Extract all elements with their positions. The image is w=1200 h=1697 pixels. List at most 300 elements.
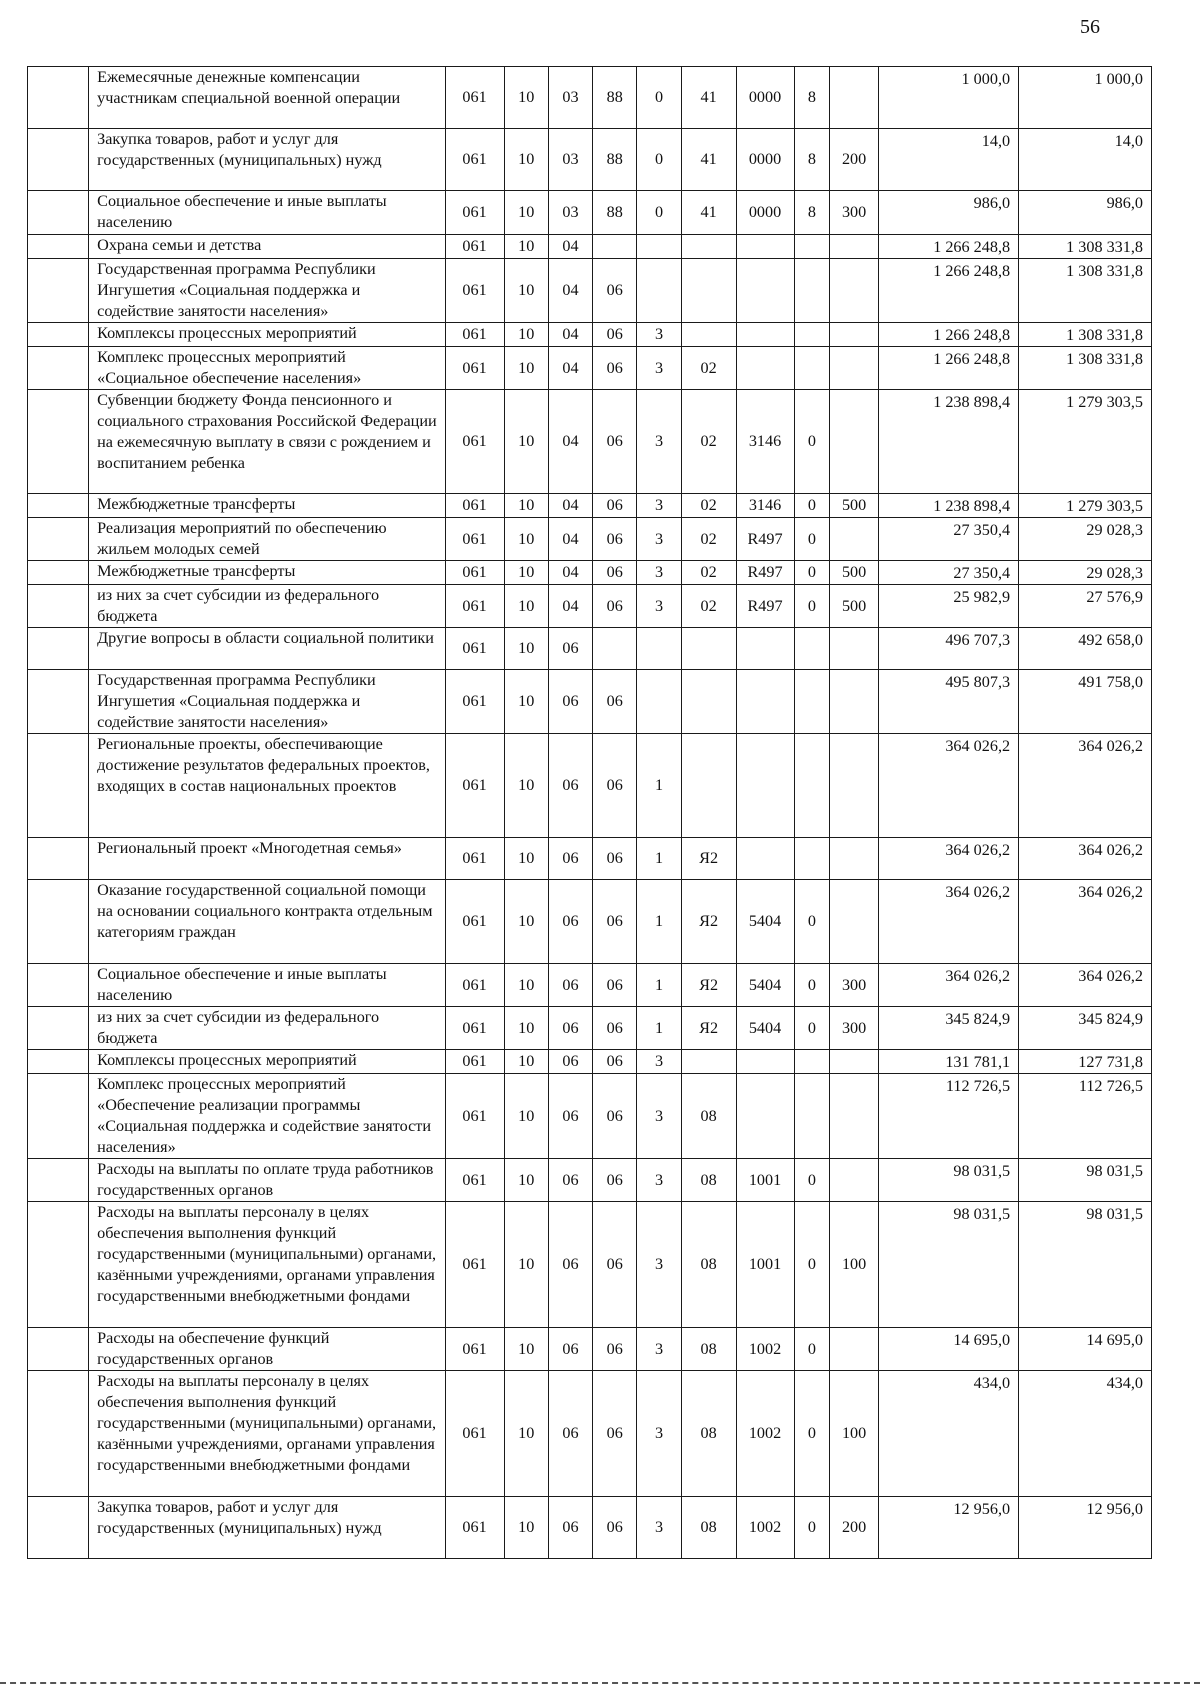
admin-code: 061: [445, 494, 504, 518]
page-number: 56: [1080, 16, 1100, 38]
section-code: 10: [504, 191, 548, 235]
direction-code: [736, 838, 794, 880]
section-code: 10: [504, 518, 548, 561]
subprogram-code: 1: [637, 734, 681, 838]
amount-year-1: 986,0: [878, 191, 1018, 235]
subsection-code: 06: [548, 1328, 592, 1371]
program-code: 06: [593, 1371, 637, 1497]
expense-type-code: [830, 259, 879, 323]
amount-year-2: 1 308 331,8: [1019, 259, 1152, 323]
amount-year-2: 1 308 331,8: [1019, 323, 1152, 347]
amount-year-2: 1 308 331,8: [1019, 235, 1152, 259]
subprogram-code: 3: [637, 1050, 681, 1074]
table-row: [28, 259, 1152, 323]
subsection-code: 03: [548, 129, 592, 191]
table-row: [28, 235, 1152, 259]
blank-cell: [28, 1497, 89, 1559]
subsection-code: 06: [548, 1159, 592, 1202]
direction-suffix-code: 0: [794, 1007, 830, 1050]
expense-type-code: [830, 323, 879, 347]
expense-type-code: [830, 235, 879, 259]
direction-suffix-code: [794, 1074, 830, 1159]
row-description: Социальное обеспечение и иные выплаты населению: [89, 191, 445, 235]
direction-code: 0000: [736, 191, 794, 235]
admin-code: 061: [445, 518, 504, 561]
direction-code: 0000: [736, 129, 794, 191]
row-description: Расходы на обеспечение функций государственных органов: [89, 1328, 445, 1371]
row-description: Социальное обеспечение и иные выплаты населению: [89, 964, 445, 1007]
section-code: 10: [504, 964, 548, 1007]
program-code: 06: [593, 518, 637, 561]
program-code: 06: [593, 1202, 637, 1328]
section-code: 10: [504, 235, 548, 259]
event-code: 08: [681, 1202, 736, 1328]
expense-type-code: 500: [830, 561, 879, 585]
amount-year-2: 98 031,5: [1019, 1202, 1152, 1328]
expense-type-code: [830, 347, 879, 390]
row-description: Расходы на выплаты персоналу в целях обеспечения выполнения функций государственными (муниципальными) органами, казёнными учреждениями, органами управления государственными внебюджетными фондами: [89, 1371, 445, 1497]
direction-code: 0000: [736, 67, 794, 129]
row-description: Государственная программа Республики Ингушетия «Социальная поддержка и содействие занятости населения»: [89, 670, 445, 734]
subprogram-code: [637, 670, 681, 734]
section-code: 10: [504, 1202, 548, 1328]
direction-code: 1001: [736, 1159, 794, 1202]
subsection-code: 04: [548, 561, 592, 585]
row-description: Закупка товаров, работ и услуг для государственных (муниципальных) нужд: [89, 1497, 445, 1559]
blank-cell: [28, 734, 89, 838]
amount-year-1: 112 726,5: [878, 1074, 1018, 1159]
amount-year-2: 434,0: [1019, 1371, 1152, 1497]
admin-code: 061: [445, 129, 504, 191]
admin-code: 061: [445, 235, 504, 259]
blank-cell: [28, 670, 89, 734]
table-row: [28, 191, 1152, 235]
event-code: 08: [681, 1328, 736, 1371]
event-code: 02: [681, 585, 736, 628]
table-row: [28, 1328, 1152, 1371]
amount-year-2: 29 028,3: [1019, 518, 1152, 561]
row-description: Комплексы процессных мероприятий: [89, 1050, 445, 1074]
subsection-code: 06: [548, 964, 592, 1007]
budget-table: [27, 66, 1152, 1559]
section-code: 10: [504, 1074, 548, 1159]
subprogram-code: 3: [637, 585, 681, 628]
direction-suffix-code: 0: [794, 561, 830, 585]
subsection-code: 06: [548, 880, 592, 964]
program-code: 06: [593, 1074, 637, 1159]
amount-year-2: 14,0: [1019, 129, 1152, 191]
subsection-code: 03: [548, 191, 592, 235]
subsection-code: 06: [548, 734, 592, 838]
section-code: 10: [504, 129, 548, 191]
row-description: Расходы на выплаты персоналу в целях обеспечения выполнения функций государственными (муниципальными) органами, казёнными учреждениями, органами управления государственными внебюджетными фондами: [89, 1202, 445, 1328]
expense-type-code: [830, 1159, 879, 1202]
subprogram-code: [637, 628, 681, 670]
section-code: 10: [504, 734, 548, 838]
program-code: 88: [593, 191, 637, 235]
blank-cell: [28, 1007, 89, 1050]
subprogram-code: 3: [637, 1074, 681, 1159]
table-row: [28, 323, 1152, 347]
subsection-code: 06: [548, 1074, 592, 1159]
program-code: 06: [593, 670, 637, 734]
section-code: 10: [504, 880, 548, 964]
event-code: 02: [681, 494, 736, 518]
subsection-code: 04: [548, 323, 592, 347]
direction-code: [736, 259, 794, 323]
table-row: [28, 880, 1152, 964]
program-code: 06: [593, 880, 637, 964]
event-code: 41: [681, 191, 736, 235]
expense-type-code: 200: [830, 129, 879, 191]
amount-year-1: 496 707,3: [878, 628, 1018, 670]
expense-type-code: [830, 1328, 879, 1371]
subprogram-code: 0: [637, 129, 681, 191]
expense-type-code: [830, 838, 879, 880]
admin-code: 061: [445, 191, 504, 235]
amount-year-2: 98 031,5: [1019, 1159, 1152, 1202]
subprogram-code: 3: [637, 1159, 681, 1202]
amount-year-1: 1 266 248,8: [878, 235, 1018, 259]
direction-code: R497: [736, 518, 794, 561]
admin-code: 061: [445, 390, 504, 494]
subsection-code: 06: [548, 628, 592, 670]
table-row: [28, 494, 1152, 518]
amount-year-1: 345 824,9: [878, 1007, 1018, 1050]
subprogram-code: 3: [637, 518, 681, 561]
event-code: Я2: [681, 838, 736, 880]
direction-code: R497: [736, 561, 794, 585]
direction-suffix-code: 0: [794, 585, 830, 628]
admin-code: 061: [445, 838, 504, 880]
program-code: 06: [593, 734, 637, 838]
amount-year-1: 495 807,3: [878, 670, 1018, 734]
admin-code: 061: [445, 323, 504, 347]
event-code: 41: [681, 129, 736, 191]
section-code: 10: [504, 390, 548, 494]
admin-code: 061: [445, 1497, 504, 1559]
expense-type-code: [830, 1050, 879, 1074]
amount-year-1: 364 026,2: [878, 734, 1018, 838]
admin-code: 061: [445, 585, 504, 628]
event-code: 02: [681, 390, 736, 494]
row-description: из них за счет субсидии из федерального бюджета: [89, 1007, 445, 1050]
event-code: Я2: [681, 880, 736, 964]
direction-code: 3146: [736, 494, 794, 518]
table-row: [28, 628, 1152, 670]
subsection-code: 04: [548, 235, 592, 259]
direction-suffix-code: 0: [794, 880, 830, 964]
admin-code: 061: [445, 964, 504, 1007]
event-code: [681, 1050, 736, 1074]
subprogram-code: 3: [637, 1328, 681, 1371]
blank-cell: [28, 585, 89, 628]
expense-type-code: [830, 67, 879, 129]
table-row: [28, 129, 1152, 191]
admin-code: 061: [445, 1050, 504, 1074]
admin-code: 061: [445, 67, 504, 129]
subprogram-code: [637, 259, 681, 323]
subsection-code: 04: [548, 494, 592, 518]
amount-year-1: 14,0: [878, 129, 1018, 191]
expense-type-code: [830, 518, 879, 561]
direction-suffix-code: [794, 235, 830, 259]
program-code: 06: [593, 347, 637, 390]
subsection-code: 04: [548, 518, 592, 561]
direction-suffix-code: 0: [794, 1371, 830, 1497]
section-code: 10: [504, 347, 548, 390]
direction-code: [736, 734, 794, 838]
amount-year-1: 364 026,2: [878, 880, 1018, 964]
program-code: 06: [593, 323, 637, 347]
subprogram-code: 3: [637, 347, 681, 390]
section-code: 10: [504, 1371, 548, 1497]
subprogram-code: 3: [637, 1371, 681, 1497]
program-code: 06: [593, 964, 637, 1007]
direction-suffix-code: 0: [794, 1202, 830, 1328]
event-code: [681, 323, 736, 347]
expense-type-code: [830, 880, 879, 964]
event-code: 08: [681, 1074, 736, 1159]
section-code: 10: [504, 561, 548, 585]
row-description: из них за счет субсидии из федерального бюджета: [89, 585, 445, 628]
expense-type-code: [830, 670, 879, 734]
event-code: [681, 628, 736, 670]
section-code: 10: [504, 1497, 548, 1559]
admin-code: 061: [445, 1159, 504, 1202]
direction-code: [736, 347, 794, 390]
amount-year-1: 434,0: [878, 1371, 1018, 1497]
section-code: 10: [504, 1007, 548, 1050]
subprogram-code: 3: [637, 561, 681, 585]
admin-code: 061: [445, 561, 504, 585]
expense-type-code: [830, 628, 879, 670]
blank-cell: [28, 1328, 89, 1371]
expense-type-code: 500: [830, 585, 879, 628]
event-code: [681, 734, 736, 838]
blank-cell: [28, 390, 89, 494]
subsection-code: 04: [548, 585, 592, 628]
amount-year-2: 27 576,9: [1019, 585, 1152, 628]
amount-year-2: 364 026,2: [1019, 734, 1152, 838]
event-code: 41: [681, 67, 736, 129]
event-code: 08: [681, 1497, 736, 1559]
section-code: 10: [504, 670, 548, 734]
event-code: 08: [681, 1159, 736, 1202]
blank-cell: [28, 838, 89, 880]
blank-cell: [28, 347, 89, 390]
blank-cell: [28, 259, 89, 323]
amount-year-1: 12 956,0: [878, 1497, 1018, 1559]
direction-suffix-code: [794, 323, 830, 347]
amount-year-2: 127 731,8: [1019, 1050, 1152, 1074]
program-code: 06: [593, 585, 637, 628]
direction-code: R497: [736, 585, 794, 628]
admin-code: 061: [445, 670, 504, 734]
subprogram-code: 3: [637, 1202, 681, 1328]
subprogram-code: 3: [637, 494, 681, 518]
table-row: [28, 390, 1152, 494]
amount-year-1: 364 026,2: [878, 964, 1018, 1007]
row-description: Комплексы процессных мероприятий: [89, 323, 445, 347]
direction-suffix-code: 8: [794, 67, 830, 129]
subsection-code: 04: [548, 390, 592, 494]
program-code: 06: [593, 1050, 637, 1074]
event-code: [681, 670, 736, 734]
direction-suffix-code: 0: [794, 390, 830, 494]
table-row: [28, 1074, 1152, 1159]
table-row: [28, 585, 1152, 628]
subsection-code: 06: [548, 1050, 592, 1074]
amount-year-2: 364 026,2: [1019, 880, 1152, 964]
event-code: 02: [681, 347, 736, 390]
subprogram-code: [637, 235, 681, 259]
blank-cell: [28, 1159, 89, 1202]
direction-suffix-code: [794, 628, 830, 670]
expense-type-code: [830, 1074, 879, 1159]
event-code: [681, 259, 736, 323]
direction-suffix-code: [794, 838, 830, 880]
section-code: 10: [504, 1159, 548, 1202]
amount-year-2: 1 279 303,5: [1019, 390, 1152, 494]
amount-year-2: 345 824,9: [1019, 1007, 1152, 1050]
subprogram-code: 1: [637, 880, 681, 964]
footer-divider: [0, 1682, 1200, 1684]
direction-suffix-code: 8: [794, 129, 830, 191]
program-code: [593, 628, 637, 670]
amount-year-1: 1 266 248,8: [878, 347, 1018, 390]
table-row: [28, 964, 1152, 1007]
table-row: [28, 1007, 1152, 1050]
direction-code: 1002: [736, 1497, 794, 1559]
row-description: Региональные проекты, обеспечивающие достижение результатов федеральных проектов, входящих в состав национальных проектов: [89, 734, 445, 838]
amount-year-1: 14 695,0: [878, 1328, 1018, 1371]
amount-year-1: 1 266 248,8: [878, 259, 1018, 323]
direction-code: 1001: [736, 1202, 794, 1328]
amount-year-1: 98 031,5: [878, 1159, 1018, 1202]
amount-year-2: 112 726,5: [1019, 1074, 1152, 1159]
blank-cell: [28, 1371, 89, 1497]
section-code: 10: [504, 1050, 548, 1074]
blank-cell: [28, 518, 89, 561]
subsection-code: 06: [548, 838, 592, 880]
direction-code: 5404: [736, 1007, 794, 1050]
table-row: [28, 518, 1152, 561]
direction-code: [736, 628, 794, 670]
subsection-code: 06: [548, 1371, 592, 1497]
amount-year-1: 25 982,9: [878, 585, 1018, 628]
direction-code: 3146: [736, 390, 794, 494]
amount-year-1: 98 031,5: [878, 1202, 1018, 1328]
section-code: 10: [504, 67, 548, 129]
blank-cell: [28, 628, 89, 670]
table-row: [28, 347, 1152, 390]
direction-suffix-code: 0: [794, 964, 830, 1007]
program-code: 88: [593, 129, 637, 191]
admin-code: 061: [445, 1371, 504, 1497]
blank-cell: [28, 561, 89, 585]
event-code: [681, 235, 736, 259]
amount-year-1: 1 000,0: [878, 67, 1018, 129]
direction-code: [736, 235, 794, 259]
admin-code: 061: [445, 1007, 504, 1050]
row-description: Межбюджетные трансферты: [89, 494, 445, 518]
direction-suffix-code: [794, 670, 830, 734]
row-description: Государственная программа Республики Ингушетия «Социальная поддержка и содействие занятости населения»: [89, 259, 445, 323]
direction-suffix-code: 0: [794, 518, 830, 561]
direction-code: 1002: [736, 1371, 794, 1497]
event-code: 08: [681, 1371, 736, 1497]
section-code: 10: [504, 838, 548, 880]
table-row: [28, 1497, 1152, 1559]
program-code: 88: [593, 67, 637, 129]
program-code: 06: [593, 390, 637, 494]
row-description: Региональный проект «Многодетная семья»: [89, 838, 445, 880]
admin-code: 061: [445, 347, 504, 390]
table-row: [28, 67, 1152, 129]
amount-year-2: 492 658,0: [1019, 628, 1152, 670]
amount-year-1: 27 350,4: [878, 518, 1018, 561]
subsection-code: 06: [548, 1007, 592, 1050]
direction-suffix-code: [794, 734, 830, 838]
direction-code: [736, 670, 794, 734]
row-description: Другие вопросы в области социальной политики: [89, 628, 445, 670]
admin-code: 061: [445, 880, 504, 964]
expense-type-code: 300: [830, 1007, 879, 1050]
amount-year-1: 27 350,4: [878, 561, 1018, 585]
amount-year-2: 29 028,3: [1019, 561, 1152, 585]
admin-code: 061: [445, 1202, 504, 1328]
blank-cell: [28, 129, 89, 191]
direction-code: 1002: [736, 1328, 794, 1371]
subsection-code: 06: [548, 1202, 592, 1328]
blank-cell: [28, 964, 89, 1007]
event-code: 02: [681, 561, 736, 585]
row-description: Межбюджетные трансферты: [89, 561, 445, 585]
subprogram-code: 3: [637, 323, 681, 347]
expense-type-code: 300: [830, 964, 879, 1007]
subprogram-code: 1: [637, 838, 681, 880]
program-code: 06: [593, 561, 637, 585]
table-row: [28, 670, 1152, 734]
direction-code: [736, 1050, 794, 1074]
blank-cell: [28, 1202, 89, 1328]
blank-cell: [28, 323, 89, 347]
row-description: Комплекс процессных мероприятий «Социальное обеспечение населения»: [89, 347, 445, 390]
subsection-code: 06: [548, 1497, 592, 1559]
direction-suffix-code: [794, 347, 830, 390]
event-code: 02: [681, 518, 736, 561]
direction-suffix-code: 8: [794, 191, 830, 235]
table-row: [28, 838, 1152, 880]
program-code: 06: [593, 494, 637, 518]
direction-suffix-code: [794, 1050, 830, 1074]
admin-code: 061: [445, 1328, 504, 1371]
section-code: 10: [504, 259, 548, 323]
blank-cell: [28, 880, 89, 964]
row-description: Ежемесячные денежные компенсации участникам специальной военной операции: [89, 67, 445, 129]
amount-year-2: 364 026,2: [1019, 838, 1152, 880]
section-code: 10: [504, 323, 548, 347]
program-code: 06: [593, 259, 637, 323]
expense-type-code: [830, 390, 879, 494]
program-code: 06: [593, 1328, 637, 1371]
table-row: [28, 734, 1152, 838]
subprogram-code: 0: [637, 67, 681, 129]
amount-year-1: 1 238 898,4: [878, 494, 1018, 518]
table-row: [28, 561, 1152, 585]
subprogram-code: 3: [637, 390, 681, 494]
